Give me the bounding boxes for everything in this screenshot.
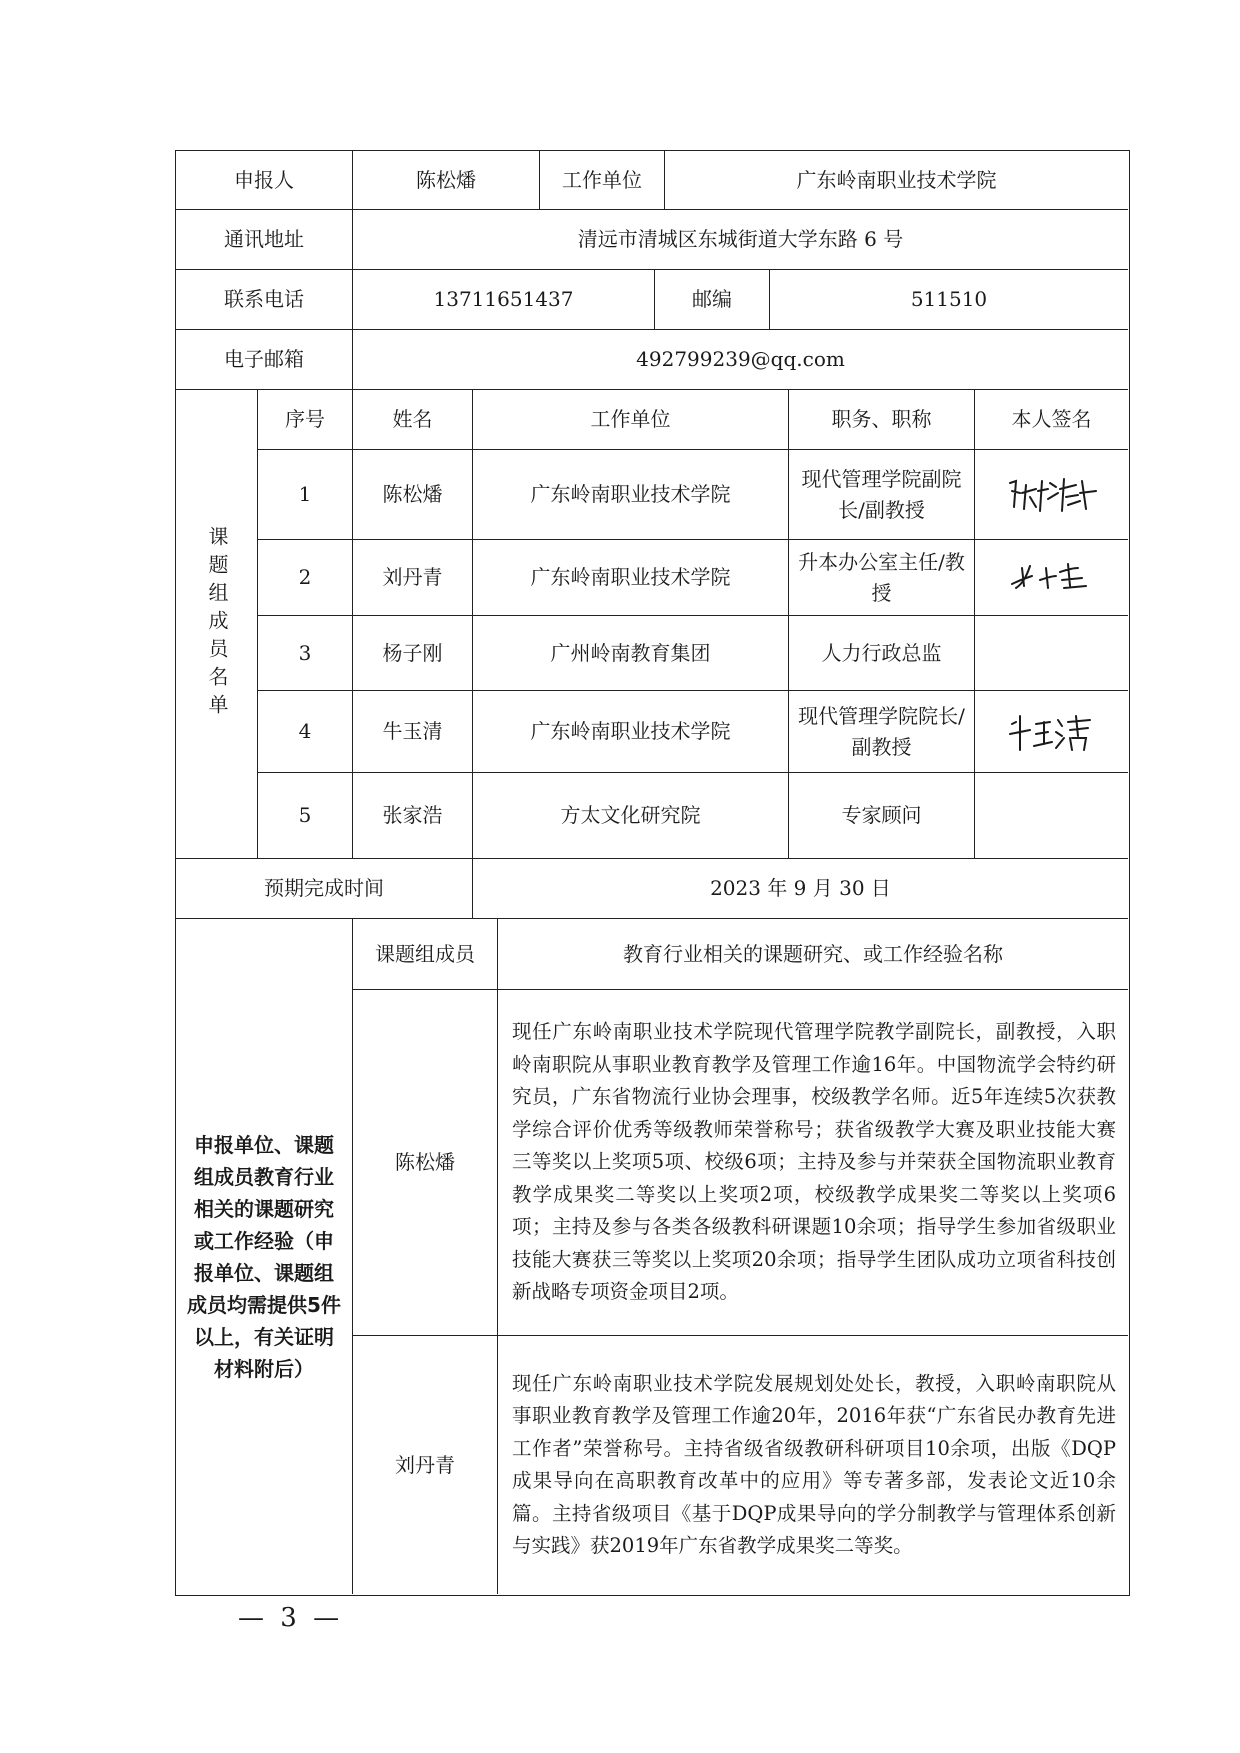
handwritten-signature-1 [1006,471,1098,519]
member-unit: 广东岭南职业技术学院 [473,540,789,616]
member-unit: 广州岭南教育集团 [473,616,789,691]
experience-text: 现任广东岭南职业技术学院发展规划处处长，教授，入职岭南职院从事职业教育教学及管理工作逾20年，2016年获“广东省民办教育先进工作者”荣誉称号。主持省级省级教研科研项目10余项，出版《DQP成果导向在高职教育改革中的应用》等专著多部，发表论文近10余篇。主持省级项目《基于DQP成果导向的学分制教学与管理体系创新与实践》获2019年广东省教学成果奖二等奖。 [512,1371,1116,1557]
applicant-name: 陈松燔 [353,151,540,210]
postcode-value: 511510 [770,270,1128,330]
application-form [175,150,1130,1596]
member-no: 2 [258,540,353,616]
member-signature [975,450,1128,540]
header-name: 姓名 [353,390,473,450]
email-value: 492799239@qq.com [353,330,1128,390]
member-signature [975,691,1128,773]
experience-col1-header: 课题组成员 [353,919,498,990]
member-unit: 方太文化研究院 [473,773,789,859]
handwritten-signature-4 [1006,708,1098,756]
member-name: 陈松燔 [353,450,473,540]
handwritten-signature-2 [1006,554,1098,602]
member-title: 人力行政总监 [789,616,975,691]
phone-label: 联系电话 [176,270,353,330]
member-signature [975,540,1128,616]
applicant-label: 申报人 [176,151,353,210]
experience-member: 陈松燔 [353,990,498,1336]
unit-label: 工作单位 [540,151,665,210]
member-no: 5 [258,773,353,859]
header-title: 职务、职称 [789,390,975,450]
experience-text: 现任广东岭南职业技术学院现代管理学院教学副院长，副教授，入职岭南职院从事职业教育教学及管理工作逾16年。中国物流学会特约研究员，广东省物流行业协会理事，校级教学名师。近5年连续5次获教学综合评价优秀等级教师荣誉称号；获省级教学大赛及职业技能大赛三等奖以上奖项5项、校级6项；主持及参与并荣获全国物流职业教育教学成果奖二等奖以上奖项2项，校级教学成果奖二等奖以上奖项6项；主持及参与各类各级教科研课题10余项；指导学生参加省级职业技能大赛获三等奖以上奖项20余项；指导学生团队成功立项省科技创新战略专项资金项目2项。 [498,990,1128,1336]
member-signature [975,773,1128,859]
member-unit: 广东岭南职业技术学院 [473,450,789,540]
member-title: 专家顾问 [789,773,975,859]
member-name: 牛玉清 [353,691,473,773]
address-value: 清远市清城区东城街道大学东路 6 号 [353,210,1128,270]
experience-member: 刘丹青 [353,1336,498,1594]
member-no: 4 [258,691,353,773]
members-section-label [176,390,258,859]
member-no: 1 [258,450,353,540]
completion-value: 2023 年 9 月 30 日 [473,859,1128,919]
phone-value: 13711651437 [353,270,655,330]
member-title: 升本办公室主任/教授 [789,540,975,616]
header-signature: 本人签名 [975,390,1128,450]
member-title: 现代管理学院副院长/副教授 [789,450,975,540]
member-no: 3 [258,616,353,691]
applicant-unit: 广东岭南职业技术学院 [665,151,1128,210]
postcode-label: 邮编 [655,270,770,330]
experience-section-label: 申报单位、课题组成员教育行业相关的课题研究或工作经验（申报单位、课题组成员均需提供5件以上，有关证明材料附后） [176,919,353,1594]
member-unit: 广东岭南职业技术学院 [473,691,789,773]
address-label: 通讯地址 [176,210,353,270]
completion-label: 预期完成时间 [176,859,473,919]
header-unit: 工作单位 [473,390,789,450]
header-no: 序号 [258,390,353,450]
member-signature [975,616,1128,691]
member-name: 杨子刚 [353,616,473,691]
member-name: 张家浩 [353,773,473,859]
member-name: 刘丹青 [353,540,473,616]
page-number: — 3 — [238,1603,344,1633]
member-title: 现代管理学院院长/副教授 [789,691,975,773]
members-section-text: 课题组成员名单 [205,526,229,722]
email-label: 电子邮箱 [176,330,353,390]
experience-col2-header: 教育行业相关的课题研究、或工作经验名称 [498,919,1128,990]
